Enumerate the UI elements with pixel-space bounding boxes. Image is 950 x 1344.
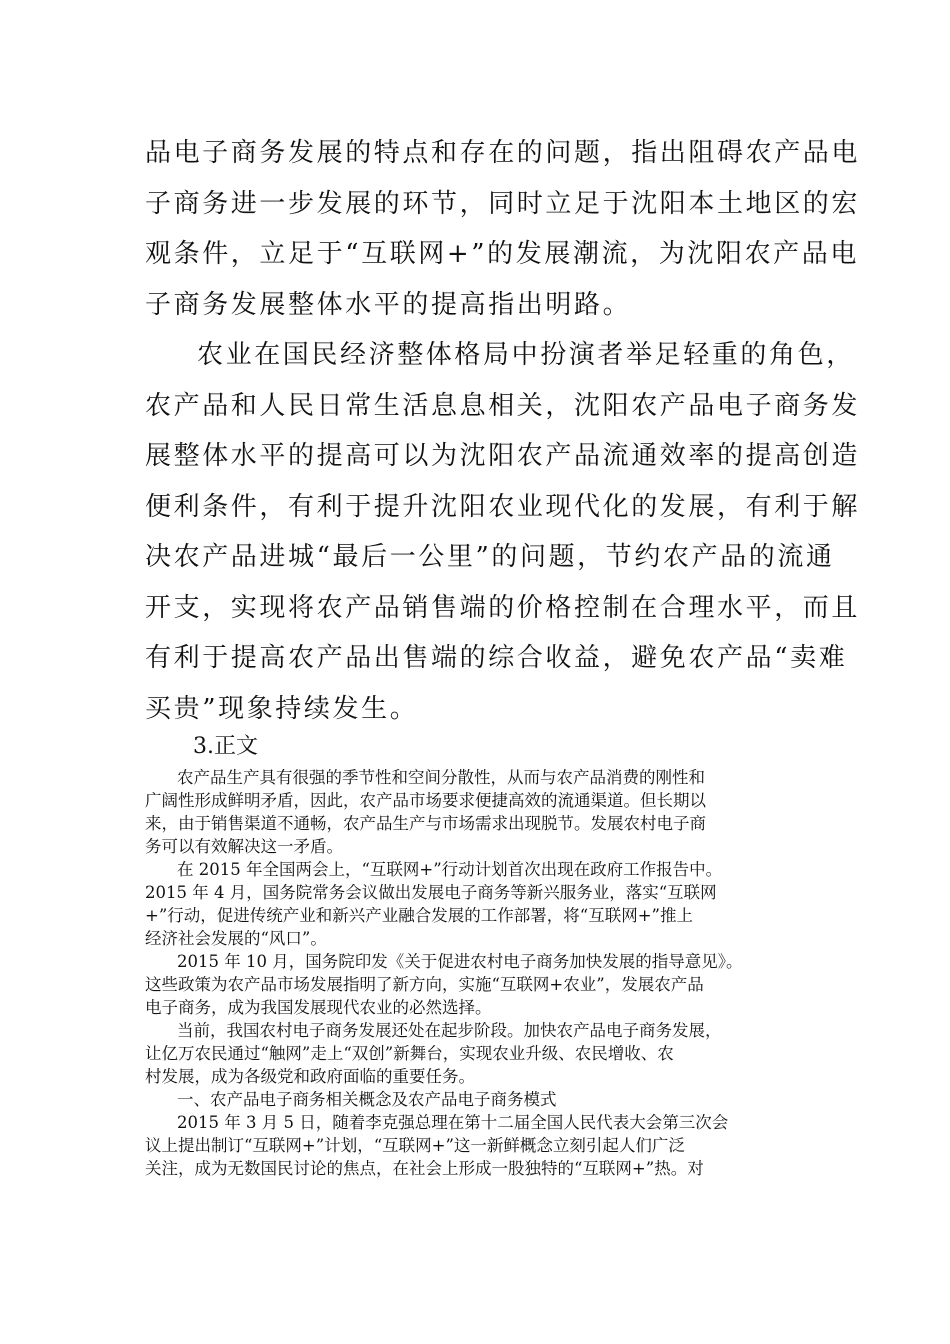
body-line: 关注，成为无数国民讨论的焦点，在社会上形成一股独特的“互联网+”热。对	[145, 1159, 704, 1178]
significance-line: 买贵”现象持续发生。	[145, 693, 419, 724]
intro-line: 子商务发展整体水平的提高指出明路。	[145, 289, 632, 320]
significance-line: 农产品和人民日常生活息息相关，沈阳农产品电子商务发	[145, 390, 861, 421]
intro-line: 品电子商务发展的特点和存在的问题，指出阻碍农产品电	[145, 138, 861, 168]
body-line: +”行动，促进传统产业和新兴产业融合发展的工作部署，将“互联网+”推上	[145, 906, 693, 925]
significance-line: 展整体水平的提高可以为沈阳农产品流通效率的提高创造	[145, 441, 861, 471]
body-text-section	[145, 766, 825, 1180]
intro-line: 子商务进一步发展的环节，同时立足于沈阳本土地区的宏	[145, 188, 861, 219]
body-line: 村发展，成为各级党和政府面临的重要任务。	[145, 1067, 475, 1086]
intro-line: 观条件，立足于“互联网+”的发展潮流，为沈阳农产品电	[145, 239, 859, 269]
significance-line: 决农产品进城“最后一公里”的问题，节约农产品的流通	[145, 542, 835, 572]
body-line: 这些政策为农产品市场发展指明了新方向，实施“互联网+农业”，发展农产品	[145, 975, 704, 994]
body-line: 2015 年 10 月，国务院印发《关于促进农村电子商务加快发展的指导意见》。	[177, 952, 743, 971]
body-line: 让亿万农民通过“触网”走上“双创”新舞台，实现农业升级、农民增收、农	[145, 1044, 674, 1063]
body-line: 来，由于销售渠道不通畅，农产品生产与市场需求出现脱节。发展农村电子商	[145, 814, 706, 833]
body-line: 农产品生产具有很强的季节性和空间分散性，从而与农产品消费的刚性和	[177, 768, 705, 787]
significance-line: 开支，实现将农产品销售端的价格控制在合理水平，而且	[145, 592, 861, 623]
body-line: 广阔性形成鲜明矛盾，因此，农产品市场要求便捷高效的流通渠道。但长期以	[145, 791, 706, 810]
body-line: 经济社会发展的“风口”。	[145, 929, 327, 948]
significance-line: 有利于提高农产品出售端的综合收益，避免农产品“卖难	[145, 643, 848, 673]
body-line: 当前，我国农村电子商务发展还处在起步阶段。加快农产品电子商务发展，	[177, 1021, 722, 1040]
subsection-heading: 一、农产品电子商务相关概念及农产品电子商务模式	[177, 1090, 557, 1109]
body-line: 2015 年 3 月 5 日，随着李克强总理在第十二届全国人民代表大会第三次会	[177, 1113, 729, 1132]
section-heading: 3.正文	[193, 734, 258, 759]
significance-line: 便利条件，有利于提升沈阳农业现代化的发展，有利于解	[145, 491, 861, 522]
body-line: 在 2015 年全国两会上，“互联网+”行动计划首次出现在政府工作报告中。	[177, 860, 723, 879]
significance-line: 农业在国民经济整体格局中扮演者举足轻重的角色，	[197, 340, 855, 370]
body-line: 电子商务，成为我国发展现代农业的必然选择。	[145, 998, 492, 1017]
body-line: 议上提出制订“互联网+”计划，“互联网+”这一新鲜概念立刻引起人们广泛	[145, 1136, 685, 1155]
large-text-section	[145, 128, 861, 734]
body-line: 2015 年 4 月，国务院常务会议做出发展电子商务等新兴服务业，落实“互联网	[145, 883, 717, 902]
body-line: 务可以有效解决这一矛盾。	[145, 837, 343, 856]
